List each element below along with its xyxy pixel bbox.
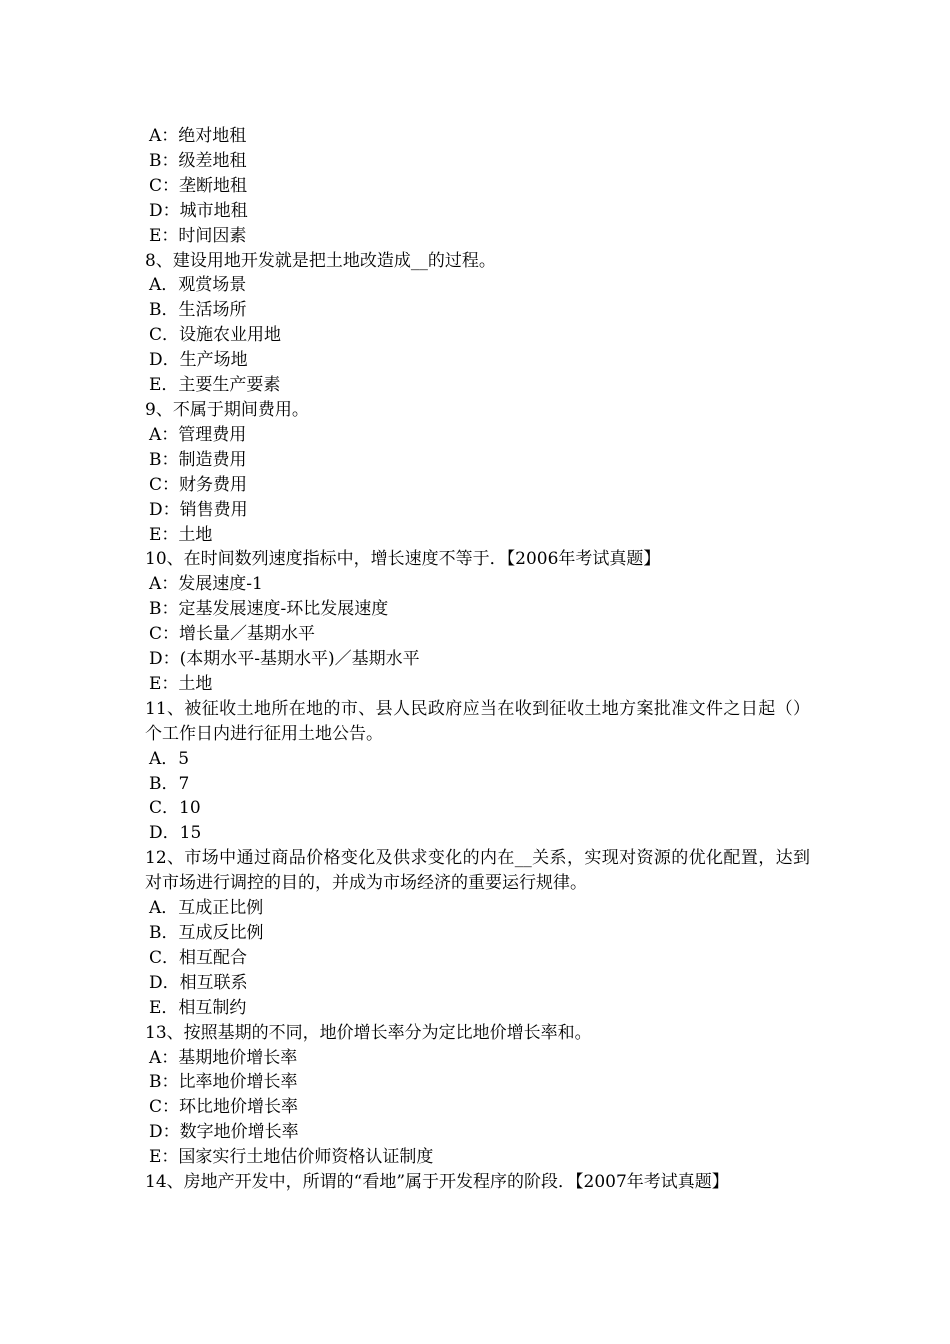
answer-option: D．15 — [149, 823, 202, 844]
answer-option: C：环比地价增长率 — [149, 1097, 299, 1118]
answer-option: C：垄断地租 — [149, 175, 248, 196]
answer-option: B：定基发展速度-环比发展速度 — [149, 599, 389, 620]
answer-option: C：财务费用 — [149, 474, 248, 495]
answer-option: A．观赏场景 — [149, 275, 247, 296]
question-text: 8、建设用地开发就是把土地改造成__的过程。 — [145, 250, 496, 271]
answer-option: A．5 — [149, 748, 190, 769]
answer-option: E．相互制约 — [149, 997, 247, 1018]
answer-option: B．生活场所 — [149, 300, 247, 321]
answer-option: A：基期地价增长率 — [149, 1047, 298, 1068]
answer-option: C．10 — [149, 798, 201, 819]
answer-option: A．互成正比例 — [149, 898, 264, 919]
answer-option: A：绝对地租 — [149, 126, 247, 146]
answer-option: C．相互配合 — [149, 947, 248, 968]
answer-option: A：发展速度-1 — [149, 574, 263, 595]
question-text: 10、在时间数列速度指标中，增长速度不等于．【2006年考试真题】 — [145, 549, 661, 570]
answer-option: D：数字地价增长率 — [149, 1122, 299, 1143]
answer-option: B：制造费用 — [149, 449, 247, 470]
answer-option: D．相互联系 — [149, 972, 248, 993]
answer-option: D：(本期水平-基期水平)／基期水平 — [149, 649, 420, 670]
answer-option: B．7 — [149, 773, 190, 794]
answer-option: A：管理费用 — [149, 424, 247, 445]
question-text: 9、不属于期间费用。 — [145, 399, 309, 420]
question-text: 13、按照基期的不同，地价增长率分为定比地价增长率和。 — [145, 1022, 592, 1043]
question-text: 11、被征收土地所在地的市、县人民政府应当在收到征收土地方案批准文件之日起（）个工作日内进行征用土地公告。 — [145, 698, 810, 744]
answer-option: B：比率地价增长率 — [149, 1072, 298, 1093]
answer-option: C．设施农业用地 — [149, 325, 282, 346]
document-body — [145, 124, 810, 1195]
question-text: 12、市场中通过商品价格变化及供求变化的内在__关系，实现对资源的优化配置，达到对市场进行调控的目的，并成为市场经济的重要运行规律。 — [145, 848, 810, 894]
answer-option: E：土地 — [149, 673, 213, 694]
answer-option: C：增长量／基期水平 — [149, 624, 316, 645]
answer-option: D．生产场地 — [149, 350, 248, 371]
answer-option: E：时间因素 — [149, 225, 247, 246]
answer-option: E．主要生产要素 — [149, 375, 281, 396]
answer-option: E：国家实行土地估价师资格认证制度 — [149, 1147, 434, 1168]
answer-option: D：销售费用 — [149, 499, 248, 520]
answer-option: D：城市地租 — [149, 200, 248, 221]
answer-option: B．互成反比例 — [149, 923, 264, 943]
answer-option: B：级差地租 — [149, 150, 247, 171]
answer-option: E：土地 — [149, 524, 213, 545]
question-text: 14、房地产开发中，所谓的“看地”属于开发程序的阶段．【2007年考试真题】 — [145, 1172, 729, 1193]
